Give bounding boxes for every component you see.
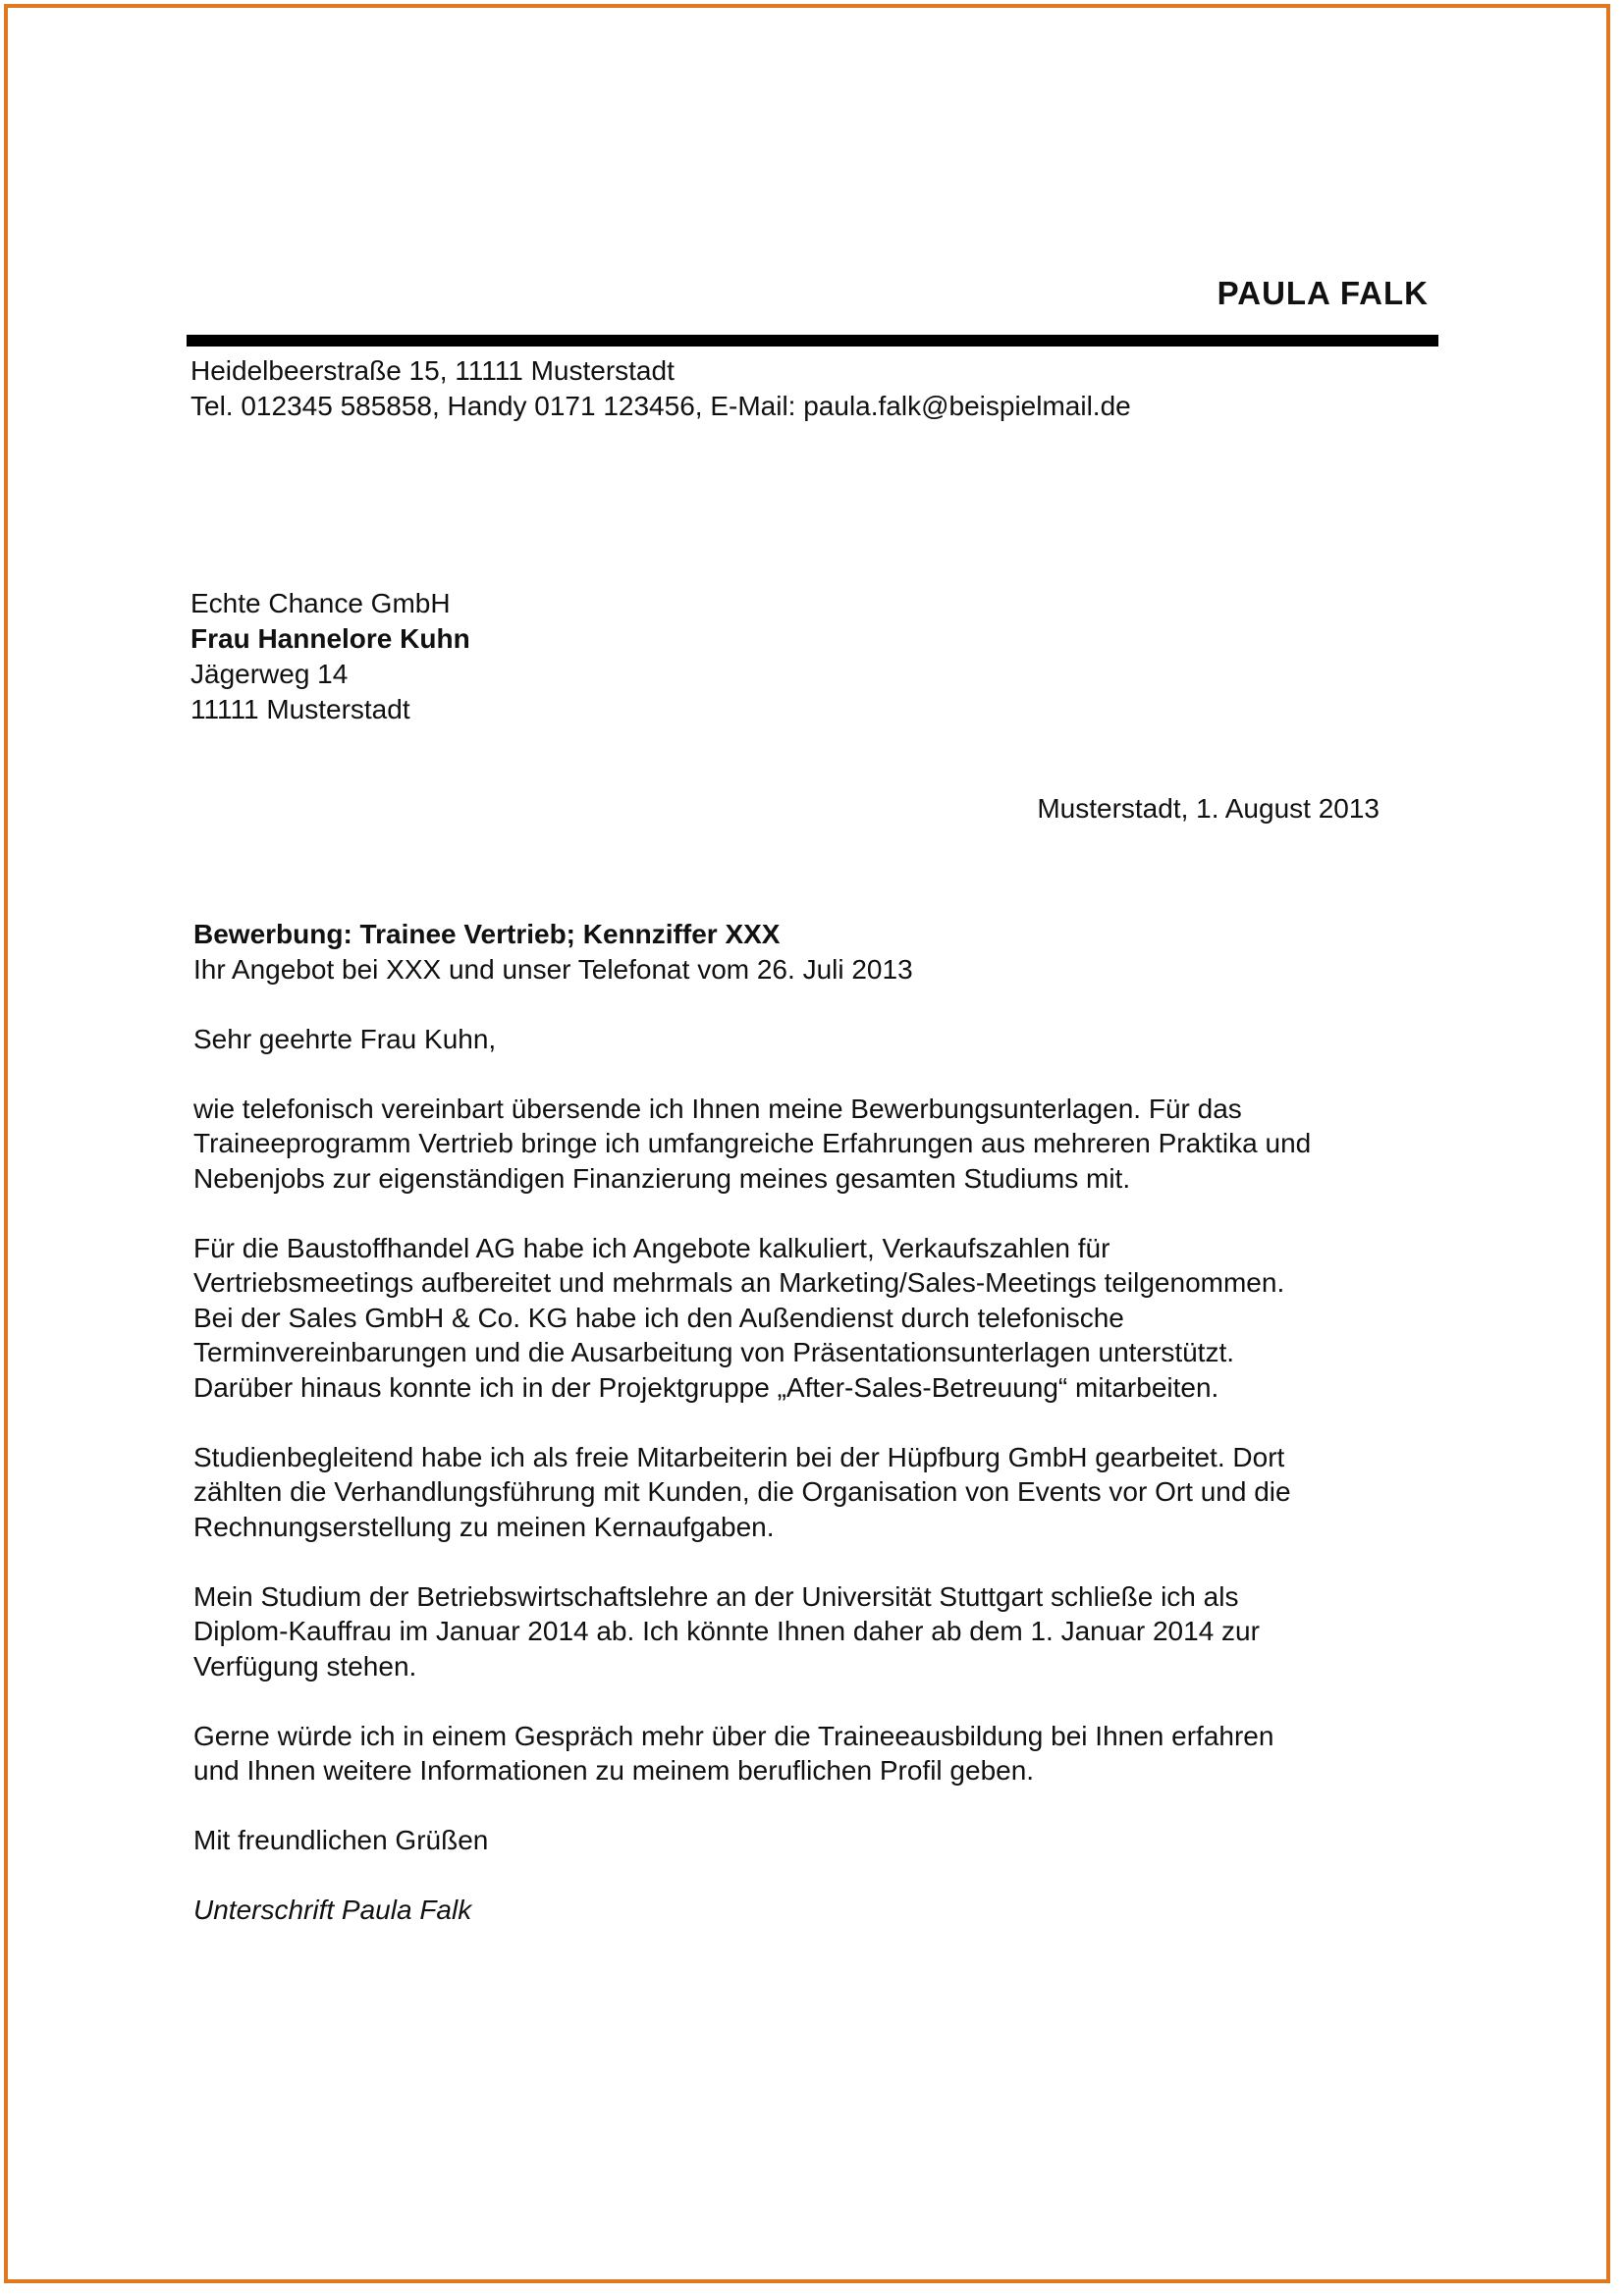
closing-text: Mit freundlichen Grüßen [193,1825,489,1855]
sender-contact: Tel. 012345 585858, Handy 0171 123456, E-Mail: paula.falk@beispielmail.de [190,391,1131,421]
recipient-city: 11111 Musterstadt [190,694,410,724]
paragraph-line: Nebenjobs zur eigenständigen Finanzierung meines gesamten Studiums mit. [193,1162,1131,1194]
subject-title: Bewerbung: Trainee Vertrieb; Kennziffer XXX [193,919,781,949]
letter-body [193,917,1470,1928]
recipient-block [190,586,470,727]
paragraph-line: Traineeprogramm Vertrieb bringe ich umfangreiche Erfahrungen aus mehreren Praktika und [193,1128,1312,1158]
recipient-company: Echte Chance GmbH [190,588,451,618]
paragraph-line: Für die Baustoffhandel AG habe ich Angebote kalkuliert, Verkaufszahlen für [193,1232,1110,1263]
paragraph-line: Vertriebsmeetings aufbereitet und mehrmals an Marketing/Sales-Meetings teilgenommen. [193,1267,1285,1298]
header-rule [187,335,1438,347]
signature-block [193,1893,1470,1928]
subject-block [193,917,1470,987]
paragraph-line: Terminvereinbarungen und die Ausarbeitung von Präsentationsunterlagen unterstützt. [193,1337,1235,1367]
sender-block [190,353,1131,424]
sender-name: PAULA FALK [1217,275,1429,311]
letter-date: Musterstadt, 1. August 2013 [1037,793,1380,824]
salutation [193,1022,1470,1057]
paragraph-line: Studienbegleitend habe ich als freie Mitarbeiterin bei der Hüpfburg GmbH gearbeitet. Dort [193,1441,1285,1472]
paragraph-2 [193,1231,1470,1406]
paragraph-5 [193,1719,1470,1789]
paragraph-line: Rechnungserstellung zu meinen Kernaufgaben. [193,1511,775,1542]
paragraph-line: Bei der Sales GmbH & Co. KG habe ich den Außendienst durch telefonische [193,1302,1124,1333]
paragraph-4 [193,1579,1470,1684]
paragraph-line: Mein Studium der Betriebswirtschaftslehre an der Universität Stuttgart schließe ich als [193,1580,1239,1612]
paragraph-line: Verfügung stehen. [193,1650,417,1682]
salutation-text: Sehr geehrte Frau Kuhn, [193,1023,497,1054]
paragraph-line: zählten die Verhandlungsführung mit Kunden, die Organisation von Events vor Ort und die [193,1476,1291,1507]
paragraph-line: Diplom-Kauffrau im Januar 2014 ab. Ich könnte Ihnen daher ab dem 1. Januar 2014 zur [193,1616,1260,1646]
recipient-person: Frau Hannelore Kuhn [190,623,470,654]
paragraph-line: Gerne würde ich in einem Gespräch mehr über die Traineeausbildung bei Ihnen erfahren [193,1720,1274,1751]
signature-text: Unterschrift Paula Falk [193,1895,472,1925]
closing [193,1823,1470,1858]
paragraph-line: wie telefonisch vereinbart übersende ich Ihnen meine Bewerbungsunterlagen. Für das [193,1093,1242,1124]
recipient-street: Jägerweg 14 [190,659,349,689]
subject-reference: Ihr Angebot bei XXX und unser Telefonat vom 26. Juli 2013 [193,953,913,985]
paragraph-1 [193,1092,1470,1197]
paragraph-line: und Ihnen weitere Informationen zu meinem beruflichen Profil geben. [193,1755,1035,1786]
paragraph-line: Darüber hinaus konnte ich in der Projektgruppe „After-Sales-Betreuung“ mitarbeiten. [193,1371,1219,1403]
paragraph-3 [193,1440,1470,1545]
sender-address: Heidelbeerstraße 15, 11111 Musterstadt [190,355,675,386]
